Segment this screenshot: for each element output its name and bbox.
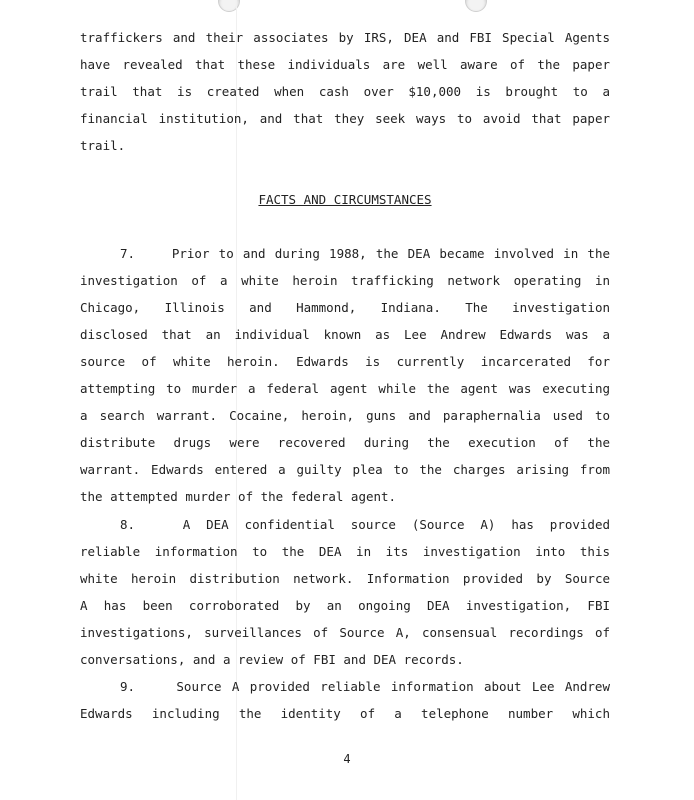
section-heading: FACTS AND CIRCUMSTANCES (258, 192, 432, 207)
paragraph-8-first-line: 8. A DEA confidential source (Source A) has provided (120, 517, 610, 532)
body-line: disclosed that an individual known as Lee Andrew Edwards was a (80, 327, 610, 342)
body-line: traffickers and their associates by IRS, DEA and FBI Special Agents (80, 30, 610, 45)
body-line: A has been corroborated by an ongoing DEA investigation, FBI (80, 598, 610, 613)
body-line: warrant. Edwards entered a guilty plea to the charges arising from (80, 462, 610, 477)
body-line: distribute drugs were recovered during the execution of the (80, 435, 610, 450)
paragraph-7-first-line: 7. Prior to and during 1988, the DEA became involved in the (120, 246, 610, 261)
body-line: Edwards including the identity of a telephone number which (80, 706, 610, 721)
body-line: trail that is created when cash over $10,000 is brought to a (80, 84, 610, 99)
body-line: attempting to murder a federal agent while the agent was executing (80, 381, 610, 396)
body-line: conversations, and a review of FBI and DEA records. (80, 652, 464, 667)
body-line: reliable information to the DEA in its investigation into this (80, 544, 610, 559)
paragraph-9-first-line: 9. Source A provided reliable information about Lee Andrew (120, 679, 610, 694)
body-line: white heroin distribution network. Information provided by Source (80, 571, 610, 586)
body-line: investigation of a white heroin trafficking network operating in (80, 273, 610, 288)
page-number: 4 (343, 752, 351, 766)
body-line: financial institution, and that they seek ways to avoid that paper (80, 111, 610, 126)
punch-hole-right (465, 0, 487, 12)
body-line: Chicago, Illinois and Hammond, Indiana. The investigation (80, 300, 610, 315)
body-line: trail. (80, 138, 126, 153)
body-line: have revealed that these individuals are well aware of the paper (80, 57, 610, 72)
body-line: a search warrant. Cocaine, heroin, guns and paraphernalia used to (80, 408, 610, 423)
body-line: source of white heroin. Edwards is currently incarcerated for (80, 354, 610, 369)
body-line: investigations, surveillances of Source A, consensual recordings of (80, 625, 610, 640)
body-line: the attempted murder of the federal agent. (80, 489, 397, 504)
